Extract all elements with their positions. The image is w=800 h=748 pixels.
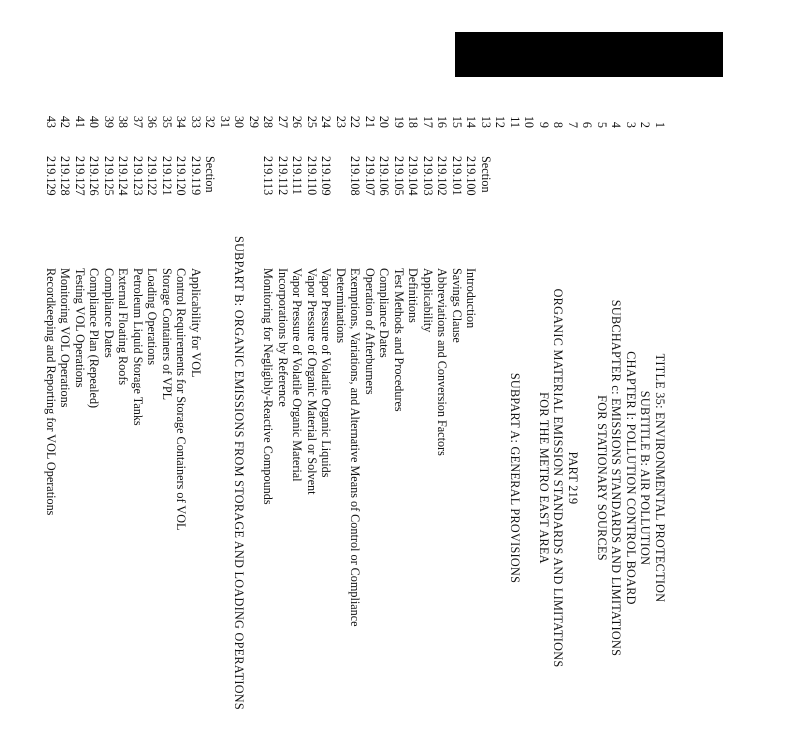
section-title: Compliance Dates xyxy=(102,268,116,358)
section-number: 219.127 xyxy=(73,156,87,196)
section-number: 219.101 xyxy=(450,156,464,196)
line-number: 11 xyxy=(508,116,522,128)
section-number: 219.104 xyxy=(406,156,421,196)
section-number: 219.105 xyxy=(392,156,406,196)
line-number: 32 xyxy=(203,115,218,128)
line-number: 34 xyxy=(174,115,189,128)
line-number: 18 xyxy=(406,115,421,128)
document-page xyxy=(40,108,667,710)
section-title: Vapor Pressure of Organic Material or Solvent xyxy=(305,268,319,495)
line-number: 27 xyxy=(276,115,290,128)
line-number: 13 xyxy=(479,115,493,128)
line-number: 20 xyxy=(377,115,392,128)
line-number: 33 xyxy=(189,115,203,128)
line-number: 25 xyxy=(305,115,319,128)
line-number: 9 xyxy=(537,121,551,128)
line-number: 39 xyxy=(102,115,116,128)
section-number: 219.124 xyxy=(116,156,131,196)
line-number: 28 xyxy=(261,115,276,128)
line-number: 26 xyxy=(290,115,305,128)
section-title: Compliance Dates xyxy=(377,268,392,358)
section-number: 219.108 xyxy=(348,156,363,196)
subpart-b-heading: SUBPART B: ORGANIC EMISSIONS FROM STORAGE AND LOADING OPERATIONS xyxy=(232,236,247,710)
section-title: Savings Clause xyxy=(450,268,464,343)
line-number: 43 xyxy=(44,115,58,128)
section-title: Introduction xyxy=(464,268,479,329)
line-number: 14 xyxy=(464,115,479,128)
section-number: 219.109 xyxy=(319,156,334,196)
line-number: 30 xyxy=(232,115,247,128)
part-heading: PART 219 xyxy=(566,451,580,505)
section-number: 219.102 xyxy=(435,156,450,196)
line-number: 24 xyxy=(319,115,334,128)
section-title: Storage Containers of VPL xyxy=(160,268,174,401)
section-number: 219.126 xyxy=(87,156,102,196)
line-number: 8 xyxy=(551,121,566,128)
section-number: 219.100 xyxy=(464,156,479,196)
line-number: 23 xyxy=(334,115,348,128)
section-title: Exemptions, Variations, and Alternative Means of Control or Compliance xyxy=(348,268,363,627)
part-title-2: FOR THE METRO EAST AREA xyxy=(537,392,551,564)
section-label: Section xyxy=(479,156,493,193)
section-number: 219.106 xyxy=(377,156,392,196)
part-title: ORGANIC MATERIAL EMISSION STANDARDS AND LIMITATIONS xyxy=(551,288,566,668)
section-number: 219.129 xyxy=(44,156,58,196)
section-number: 219.107 xyxy=(363,156,377,196)
subtitle-heading: SUBTITLE B: AIR POLLUTION xyxy=(638,390,653,566)
chapter-heading: CHAPTER I: POLLUTION CONTROL BOARD xyxy=(624,351,638,605)
section-title: Definitions xyxy=(406,268,421,323)
line-number: 36 xyxy=(145,115,160,128)
section-number: 219.120 xyxy=(174,156,189,196)
section-label: Section xyxy=(203,156,218,193)
line-number: 35 xyxy=(160,115,174,128)
line-number: 2 xyxy=(638,121,653,128)
line-number: 15 xyxy=(450,115,464,128)
line-number: 16 xyxy=(435,115,450,128)
line-number: 12 xyxy=(493,115,508,128)
line-number: 19 xyxy=(392,115,406,128)
section-title: Monitoring for Negligibly-Reactive Compounds xyxy=(261,268,276,505)
section-title: External Floating Roofs xyxy=(116,268,131,386)
line-number: 42 xyxy=(58,115,73,128)
line-number: 37 xyxy=(131,115,145,128)
section-title: Vapor Pressure of Volatile Organic Liquids xyxy=(319,268,334,478)
section-number: 219.125 xyxy=(102,156,116,196)
section-title: Determinations xyxy=(334,268,348,344)
section-title: Compliance Plan (Repealed) xyxy=(87,268,102,409)
section-number: 219.122 xyxy=(145,156,160,196)
section-title: Operation of Afterburners xyxy=(363,268,377,395)
section-title: Abbreviations and Conversion Factors xyxy=(435,268,450,456)
section-title: Vapor Pressure of Volatile Organic Material xyxy=(290,268,305,482)
line-number: 1 xyxy=(653,121,667,128)
section-title: Testing VOL Operations xyxy=(73,268,87,388)
line-number: 5 xyxy=(595,121,609,128)
section-title: Incorporations by Reference xyxy=(276,268,290,407)
line-number: 3 xyxy=(624,121,638,128)
line-number: 6 xyxy=(580,121,595,128)
section-number: 219.123 xyxy=(131,156,145,196)
line-number: 29 xyxy=(247,115,261,128)
section-number: 219.119 xyxy=(189,156,203,196)
line-number: 38 xyxy=(116,115,131,128)
section-number: 219.112 xyxy=(276,156,290,196)
line-number: 21 xyxy=(363,115,377,128)
line-number: 31 xyxy=(218,115,232,128)
section-number: 219.110 xyxy=(305,156,319,196)
line-number: 22 xyxy=(348,115,363,128)
section-number: 219.103 xyxy=(421,156,435,196)
section-title: Recordkeeping and Reporting for VOL Operations xyxy=(44,268,58,516)
section-number: 219.121 xyxy=(160,156,174,196)
title-heading: TITLE 35: ENVIRONMENTAL PROTECTION xyxy=(653,353,667,603)
section-title: Test Methods and Procedures xyxy=(392,268,406,412)
line-number: 7 xyxy=(566,121,580,128)
redaction-block xyxy=(455,32,723,77)
section-title: Loading Operations xyxy=(145,268,160,366)
line-number: 4 xyxy=(609,121,624,128)
section-title: Monitoring VOL Operations xyxy=(58,268,73,408)
section-title: Control Requirements for Storage Containers of VOL xyxy=(174,268,189,531)
section-number: 219.111 xyxy=(290,156,305,195)
line-number: 17 xyxy=(421,115,435,128)
subpart-a-heading: SUBPART A: GENERAL PROVISIONS xyxy=(508,372,522,584)
line-number: 41 xyxy=(73,115,87,128)
section-title: Applicability xyxy=(421,268,435,333)
section-title: Applicability for VOL xyxy=(189,268,203,378)
subchapter-heading-2: FOR STATIONARY SOURCES xyxy=(595,395,609,561)
subchapter-heading: SUBCHAPTER c: EMISSIONS STANDARDS AND LIMITATIONS xyxy=(609,299,624,657)
section-number: 219.128 xyxy=(58,156,73,196)
section-title: Petroleum Liquid Storage Tanks xyxy=(131,268,145,426)
section-number: 219.113 xyxy=(261,156,276,196)
line-number: 40 xyxy=(87,115,102,128)
line-number: 10 xyxy=(522,115,537,128)
